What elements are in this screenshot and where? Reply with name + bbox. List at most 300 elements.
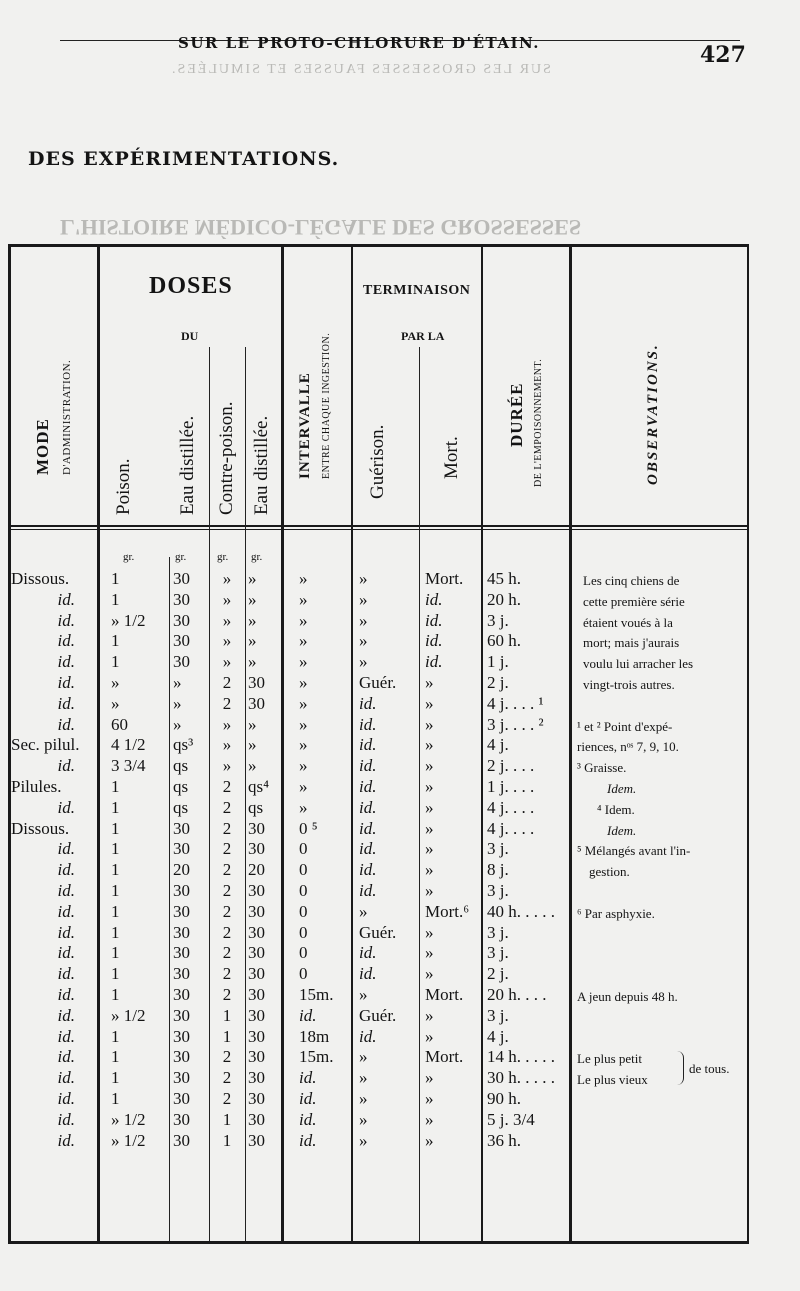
cell-poison: 1 [111,1068,120,1088]
cell-mort: Mort. [425,569,464,588]
cell-duree: 30 h. . . . . [487,1068,555,1088]
cell-eau2: 30 [248,1005,265,1025]
cell-mort: » [425,964,434,984]
cell-contre: 1 [222,1109,232,1129]
cell-guerison: » [359,589,368,609]
cell-mode: id. [57,922,75,942]
header-intervalle-sub: ENTRE CHAQUE INGESTION. [321,332,332,479]
cell-poison: 1 [111,943,120,963]
table-row [11,798,569,818]
table-row [11,735,569,755]
cell-mort: » [425,1109,434,1129]
cell-poison: » [111,673,120,692]
cell-contre: 2 [222,964,232,984]
cell-guerison: id. [359,777,377,796]
cell-intervalle: » [299,589,308,609]
cell-guerison: id. [359,818,377,838]
cell-contre: 2 [222,901,232,921]
table-row [11,1006,569,1026]
observation-line: mort; mais j'aurais [583,635,680,651]
table-row [11,1027,569,1047]
cell-poison: 1 [111,818,120,838]
cell-duree: 4 j. [487,735,509,755]
table-row [11,1131,569,1151]
cell-eau1: 30 [173,839,190,859]
cell-eau1: 30 [173,1005,190,1025]
table-row [11,881,569,901]
cell-eau2: » [248,652,257,672]
cell-contre: 1 [222,1005,232,1025]
cell-eau1: qs [173,797,189,817]
cell-guerison: » [359,1109,368,1129]
cell-contre: » [222,589,232,609]
cell-poison: 1 [111,652,120,672]
table-row [11,715,569,735]
table-row [11,923,569,943]
header-duree-sub: DE L'EMPOISONNEMENT. [533,358,544,487]
cell-duree: 20 h. . . . [487,985,547,1004]
cell-guerison: Guér. [359,922,397,942]
header-par-la: PAR LA [401,329,445,343]
cell-mode: id. [57,1005,75,1025]
cell-poison: » 1/2 [111,1130,146,1150]
table-row [11,839,569,859]
cell-guerison: » [359,652,368,672]
cell-duree: 3 j. [487,922,509,942]
cell-eau2: 30 [248,1047,265,1067]
cell-intervalle: id. [299,1068,317,1088]
cell-contre: 2 [222,777,232,796]
cell-mort: » [425,714,434,734]
section-title: DES EXPÉRIMENTATIONS. [28,148,340,170]
cell-mort: » [425,777,434,796]
cell-mode: id. [57,1047,75,1067]
cell-eau1: 30 [173,1068,190,1088]
cell-poison: 4 1/2 [111,735,146,755]
cell-poison: 1 [111,1089,120,1108]
cell-guerison: » [359,901,368,921]
cell-mode: id. [57,714,75,734]
cell-mort: id. [425,589,443,609]
cell-intervalle: 0 [299,922,308,942]
observation-line: A jeun depuis 48 h. [577,989,678,1004]
cell-mode: id. [57,756,75,776]
cell-eau1: 30 [173,589,190,609]
table-row [11,569,569,589]
cell-mode: Pilules. [11,777,62,796]
table-row [11,860,569,880]
cell-contre: 2 [222,922,232,942]
header-mort: Mort. [441,436,462,479]
cell-intervalle: 18m [299,1026,330,1046]
cell-eau1: 30 [173,818,190,838]
table-row [11,964,569,984]
table-row [11,1110,569,1130]
observation-line: ³ Graisse. [577,760,627,776]
cell-duree: 5 j. 3/4 [487,1109,535,1129]
cell-poison: 1 [111,839,120,859]
cell-eau2: » [248,756,257,776]
cell-intervalle: 0 [299,943,308,963]
cell-contre: 2 [222,881,232,900]
cell-mode: Sec. pilul. [11,735,80,755]
cell-contre: 2 [222,797,232,817]
cell-eau1: 30 [173,631,190,651]
cell-guerison: Guér. [359,1005,397,1025]
cell-eau2: 20 [248,860,265,880]
observation-line: gestion. [589,864,630,880]
table-row [11,673,569,693]
cell-duree: 14 h. . . . . [487,1047,555,1067]
cell-poison: » [111,693,120,713]
observation-line: de tous. [689,1061,730,1077]
table-row [11,902,569,922]
cell-eau2: » [248,589,257,609]
cell-mort: Mort. [425,1047,464,1067]
cell-duree: 4 j. [487,1026,509,1046]
cell-mode: id. [57,943,75,963]
cell-contre: 2 [222,839,232,859]
cell-intervalle: » [299,693,308,713]
cell-contre: 1 [222,1130,232,1150]
cell-contre: 2 [222,818,232,838]
table-row [11,943,569,963]
cell-intervalle: 0 [299,881,308,900]
cell-contre: 1 [222,1026,232,1046]
cell-eau1: qs³ [173,735,194,755]
cell-intervalle: » [299,756,308,776]
cell-eau2: 30 [248,1026,265,1046]
cell-mort: » [425,1130,434,1150]
cell-guerison: » [359,569,368,588]
cell-intervalle: 0 [299,839,308,859]
table-row [11,1068,569,1088]
header-terminaison: TERMINAISON [363,283,471,298]
cell-contre: » [222,714,232,734]
cell-mode: id. [57,589,75,609]
cell-contre: 2 [222,1068,232,1088]
cell-eau1: 30 [173,881,190,900]
cell-guerison: » [359,1068,368,1088]
cell-mort: » [425,693,434,713]
cell-mode: id. [57,901,75,921]
table-row [11,1089,569,1109]
cell-mode: id. [57,797,75,817]
cell-eau1: 30 [173,1047,190,1067]
cell-eau1: 30 [173,1130,190,1150]
cell-mort: » [425,818,434,838]
cell-eau2: 30 [248,1068,265,1088]
cell-contre: 2 [222,1047,232,1067]
cell-mort: » [425,943,434,963]
cell-guerison: id. [359,797,377,817]
cell-duree: 4 j. . . . [487,797,535,817]
cell-intervalle: id. [299,1089,317,1108]
cell-mort: » [425,673,434,692]
cell-duree: 1 j. . . . [487,777,535,796]
cell-contre: 2 [222,673,232,692]
cell-mort: » [425,1068,434,1088]
cell-eau1: 30 [173,964,190,984]
cell-mort: » [425,881,434,900]
table-row [11,777,569,797]
cell-intervalle: id. [299,1109,317,1129]
cell-intervalle: » [299,777,308,796]
cell-mode: id. [57,652,75,672]
header-divider [11,529,747,530]
cell-eau2: 30 [248,881,265,900]
cell-mode: Dissous. [11,818,70,838]
cell-intervalle: 0 ⁵ [299,818,318,838]
cell-intervalle: 15m. [299,985,334,1004]
header-du: DU [181,329,199,343]
observation-line: ⁵ Mélangés avant l'in- [577,843,691,859]
header-poison: Poison. [113,458,134,515]
cell-contre: » [222,652,232,672]
cell-eau1: 30 [173,943,190,963]
cell-contre: 2 [222,985,232,1004]
cell-poison: 1 [111,589,120,609]
cell-poison: 1 [111,881,120,900]
cell-eau2: 30 [248,1130,265,1150]
cell-contre: 2 [222,693,232,713]
cell-eau1: » [173,693,182,713]
cell-guerison: » [359,610,368,630]
observation-line: voulu lui arracher les [583,656,694,672]
cell-contre: 2 [222,1089,232,1108]
cell-mort: Mort. [425,985,464,1004]
cell-guerison: » [359,631,368,651]
col-sep [569,247,572,1241]
cell-eau1: 30 [173,922,190,942]
cell-mort: » [425,756,434,776]
cell-intervalle: 15m. [299,1047,334,1067]
running-title: SUR LE PROTO-CHLORURE D'ÉTAIN. [178,34,541,52]
cell-duree: 8 j. [487,860,509,880]
cell-eau1: qs [173,777,189,796]
observation-line: vingt-trois autres. [583,677,675,692]
cell-eau1: 30 [173,569,190,588]
cell-mort: id. [425,652,443,672]
cell-mode: id. [57,1130,75,1150]
cell-eau2: 30 [248,943,265,963]
cell-contre: » [222,735,232,755]
cell-mode: id. [57,1109,75,1129]
observation-line: riences, nᵒˢ 7, 9, 10. [577,739,679,755]
cell-eau2: qs [248,797,264,817]
table-row [11,631,569,651]
table-row [11,985,569,1005]
cell-intervalle: » [299,714,308,734]
table-row [11,819,569,839]
page-number: 427 [700,42,746,68]
cell-guerison: » [359,1130,368,1150]
cell-mode: id. [57,610,75,630]
cell-poison: » 1/2 [111,610,146,630]
table-row [11,652,569,672]
cell-guerison: id. [359,756,377,776]
cell-eau2: 30 [248,922,265,942]
observation-line: Le plus petit [577,1051,642,1067]
table-row [11,590,569,610]
cell-mode: id. [57,1068,75,1088]
cell-mode: id. [57,1089,75,1108]
cell-duree: 3 j. [487,839,509,859]
observation-line: cette première série [583,593,685,609]
cell-guerison: id. [359,964,377,984]
cell-duree: 40 h. . . . . [487,901,555,921]
cell-contre: » [222,569,232,588]
cell-intervalle: 0 [299,901,308,921]
header-intervalle: INTERVALLE [297,372,313,479]
cell-intervalle: 0 [299,964,308,984]
cell-guerison: id. [359,839,377,859]
cell-duree: 2 j. . . . [487,756,535,776]
unit-label: gr. [175,551,187,563]
cell-intervalle: » [299,673,308,692]
header-mode-sub: D'ADMINISTRATION. [61,359,73,475]
observation-line: étaient voués à la [583,614,673,630]
cell-intervalle: » [299,610,308,630]
cell-mort: » [425,1026,434,1046]
cell-guerison: Guér. [359,673,397,692]
cell-eau2: » [248,569,257,588]
cell-duree: 2 j. [487,964,509,984]
header-duree: DURÉE [507,382,526,447]
cell-eau2: 30 [248,964,265,984]
cell-poison: 3 3/4 [111,756,146,776]
cell-contre: » [222,631,232,651]
cell-eau2: 30 [248,985,265,1004]
cell-duree: 45 h. [487,569,521,588]
cell-guerison: id. [359,1026,377,1046]
cell-poison: 1 [111,631,120,651]
cell-intervalle: » [299,569,308,588]
header-eau2: Eau distillée. [251,415,272,515]
cell-intervalle: id. [299,1005,317,1025]
cell-mort: » [425,1005,434,1025]
cell-eau1: 30 [173,985,190,1004]
cell-mode: id. [57,1026,75,1046]
cell-intervalle: » [299,797,308,817]
cell-mort: » [425,860,434,880]
table-row [11,611,569,631]
cell-eau2: 30 [248,1109,265,1129]
observation-line: Le plus vieux [577,1072,648,1088]
cell-contre: 2 [222,943,232,963]
cell-duree: 36 h. [487,1130,521,1150]
cell-poison: 1 [111,922,120,942]
cell-poison: » 1/2 [111,1109,146,1129]
cell-poison: 1 [111,777,120,796]
cell-guerison: » [359,985,368,1004]
header-doses: DOSES [149,273,233,299]
cell-duree: 4 j. . . . [487,818,535,838]
cell-eau2: » [248,631,257,651]
cell-eau2: » [248,735,257,755]
cell-eau1: 30 [173,1109,190,1129]
bleed-through: L'HISTOIRE MÉDICO-LÉGALE DES GROSSESSES [60,215,582,240]
cell-mode: id. [57,985,75,1004]
cell-guerison: id. [359,943,377,963]
table-row [11,756,569,776]
cell-duree: 1 j. [487,652,509,672]
cell-intervalle: » [299,735,308,755]
cell-poison: 1 [111,964,120,984]
unit-label: gr. [217,551,229,563]
cell-guerison: » [359,1089,368,1108]
cell-eau1: qs [173,756,189,776]
cell-poison: 1 [111,1026,120,1046]
observation-line: ⁶ Par asphyxie. [577,905,655,921]
cell-poison: 1 [111,860,120,880]
cell-poison: 1 [111,797,120,817]
cell-intervalle: id. [299,1130,317,1150]
observation-line: Idem. [607,822,637,838]
cell-duree: 90 h. [487,1089,521,1108]
table-row [11,694,569,714]
cell-mode: id. [57,693,75,713]
cell-mode: Dissous. [11,569,70,588]
cell-guerison: id. [359,714,377,734]
cell-duree: 2 j. [487,673,509,692]
cell-duree: 3 j. [487,943,509,963]
cell-eau2: 30 [248,839,265,859]
cell-intervalle: » [299,652,308,672]
cell-mort: id. [425,631,443,651]
cell-mort: id. [425,610,443,630]
cell-eau1: 20 [173,860,190,880]
cell-mort: » [425,735,434,755]
table-row [11,1047,569,1067]
cell-mort: » [425,839,434,859]
header-contre: Contre-poison. [216,401,237,515]
observation-line: ¹ et ² Point d'expé- [577,718,673,734]
cell-guerison: id. [359,735,377,755]
cell-mort: Mort.⁶ [425,901,470,921]
cell-poison: 1 [111,1047,120,1067]
header-mode: MODE [33,418,52,475]
grouping-brace [677,1051,684,1085]
cell-eau2: » [248,610,257,630]
cell-eau1: 30 [173,1089,190,1108]
cell-eau2: 30 [248,1089,265,1108]
header-eau1: Eau distillée. [177,415,198,515]
cell-duree: 20 h. [487,589,521,609]
cell-eau1: » [173,714,182,734]
cell-mode: id. [57,881,75,900]
cell-eau1: » [173,673,182,692]
cell-poison: 1 [111,985,120,1004]
cell-duree: 3 j. [487,610,509,630]
observation-line: Idem. [607,781,637,796]
cell-guerison: id. [359,693,377,713]
observation-line: Les cinq chiens de [583,573,680,588]
cell-eau1: 30 [173,610,190,630]
cell-poison: 1 [111,569,120,588]
cell-guerison: id. [359,881,377,900]
cell-eau2: 30 [248,901,265,921]
cell-mode: id. [57,860,75,880]
cell-guerison: » [359,1047,368,1067]
cell-mode: id. [57,964,75,984]
bleed-through: SUR LES GROSSESSES FAUSSES ET SIMULÉES. [170,62,551,77]
header-divider [11,525,747,527]
cell-duree: 4 j. . . . ¹ [487,693,544,713]
unit-label: gr. [123,551,135,563]
cell-contre: » [222,610,232,630]
cell-eau1: 30 [173,1026,190,1046]
